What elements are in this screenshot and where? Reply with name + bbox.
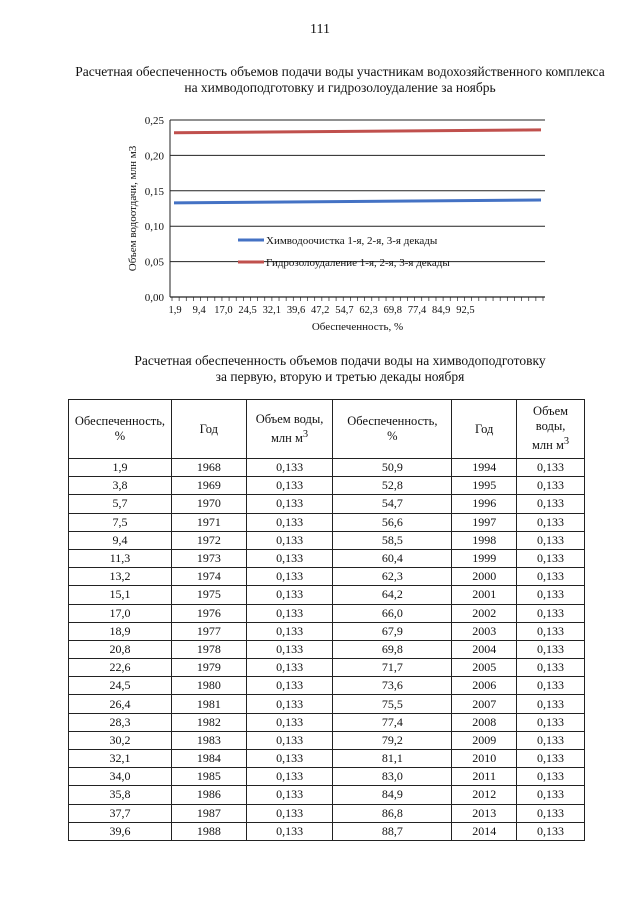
year-right-cell: 1994 [452, 459, 517, 477]
table-row [69, 695, 585, 713]
chart-title-line-2: на химводоподготовку и гидрозолоудаление за ноябрь [184, 80, 496, 95]
x-tick-label: 39,6 [286, 305, 306, 316]
header-god-1: Год [171, 400, 246, 459]
year-left-cell: 1978 [171, 640, 246, 658]
table-row [69, 531, 585, 549]
year-left-cell: 1979 [171, 659, 246, 677]
x-tick-label: 32,1 [262, 305, 281, 316]
table-header-row [69, 400, 585, 459]
volume-left-cell: 0,133 [246, 586, 333, 604]
volume-right-cell: 0,133 [517, 677, 585, 695]
table-row [69, 513, 585, 531]
x-tick-label: 92,5 [456, 305, 475, 316]
y-tick-label: 0,05 [144, 256, 164, 269]
volume-right-cell: 0,133 [517, 731, 585, 749]
year-right-cell: 2008 [452, 713, 517, 731]
header-volume-2: Объем воды, млн $м^3$ [517, 400, 585, 459]
legend-label: Гидрозолоудаление 1-я, 2-я, 3-я декады [266, 257, 450, 269]
year-left-cell: 1975 [171, 586, 246, 604]
volume-right-cell: 0,133 [517, 513, 585, 531]
obesp-left-cell: 32,1 [69, 750, 172, 768]
volume-right-cell: 0,133 [517, 822, 585, 840]
obesp-left-cell: 15,1 [69, 586, 172, 604]
obesp-right-cell: 79,2 [333, 731, 452, 749]
obesp-left-cell: 26,4 [69, 695, 172, 713]
volume-left-cell: 0,133 [246, 568, 333, 586]
volume-left-cell: 0,133 [246, 713, 333, 731]
year-right-cell: 2013 [452, 804, 517, 822]
volume-left-cell: 0,133 [246, 695, 333, 713]
table-row [69, 495, 585, 513]
table-row [69, 822, 585, 840]
obesp-left-cell: 17,0 [69, 604, 172, 622]
obesp-right-cell: 69,8 [333, 640, 452, 658]
obesp-right-cell: 75,5 [333, 695, 452, 713]
obesp-right-cell: 84,9 [333, 786, 452, 804]
obesp-left-cell: 13,2 [69, 568, 172, 586]
year-right-cell: 2006 [452, 677, 517, 695]
chart-title-line-1: Расчетная обеспеченность объемов подачи воды участникам водохозяйственного комплекса [75, 64, 605, 79]
x-tick-label: 17,0 [214, 305, 233, 316]
year-left-cell: 1977 [171, 622, 246, 640]
obesp-right-cell: 71,7 [333, 659, 452, 677]
obesp-right-cell: 77,4 [333, 713, 452, 731]
year-right-cell: 2005 [452, 659, 517, 677]
obesp-right-cell: 52,8 [333, 477, 452, 495]
obesp-left-cell: 37,7 [69, 804, 172, 822]
x-tick-label: 54,7 [335, 305, 354, 316]
volume-right-cell: 0,133 [517, 568, 585, 586]
volume-left-cell: 0,133 [246, 659, 333, 677]
x-tick-label: 69,8 [383, 305, 402, 316]
obesp-right-cell: 83,0 [333, 768, 452, 786]
obesp-right-cell: 56,6 [333, 513, 452, 531]
obesp-left-cell: 24,5 [69, 677, 172, 695]
obesp-right-cell: 66,0 [333, 604, 452, 622]
volume-left-cell: 0,133 [246, 622, 333, 640]
obesp-left-cell: 35,8 [69, 786, 172, 804]
volume-left-cell: 0,133 [246, 459, 333, 477]
volume-right-cell: 0,133 [517, 768, 585, 786]
volume-left-cell: 0,133 [246, 822, 333, 840]
volume-right-cell: 0,133 [517, 640, 585, 658]
y-tick-label: 0,10 [144, 221, 164, 234]
legend-label: Химводоочистка 1-я, 2-я, 3-я декады [266, 235, 438, 247]
y-tick-label: 0,20 [144, 150, 164, 163]
volume-right-cell: 0,133 [517, 549, 585, 567]
series-line [174, 200, 541, 203]
year-left-cell: 1968 [171, 459, 246, 477]
table-row [69, 731, 585, 749]
x-axis-label: Обеспеченность, % [311, 321, 404, 333]
volume-right-cell: 0,133 [517, 713, 585, 731]
year-right-cell: 1998 [452, 531, 517, 549]
year-right-cell: 1999 [452, 549, 517, 567]
obesp-right-cell: 64,2 [333, 586, 452, 604]
year-right-cell: 2012 [452, 786, 517, 804]
year-left-cell: 1988 [171, 822, 246, 840]
x-tick-label: 9,4 [192, 305, 206, 316]
obesp-left-cell: 7,5 [69, 513, 172, 531]
volume-left-cell: 0,133 [246, 513, 333, 531]
year-left-cell: 1984 [171, 750, 246, 768]
header-god-2: Год [452, 400, 517, 459]
volume-left-cell: 0,133 [246, 786, 333, 804]
x-tick-label: 77,4 [407, 305, 427, 316]
volume-left-cell: 0,133 [246, 477, 333, 495]
obesp-right-cell: 73,6 [333, 677, 452, 695]
obesp-right-cell: 81,1 [333, 750, 452, 768]
header-obesp-1: Обеспеченность, % [69, 400, 172, 459]
table-row [69, 713, 585, 731]
obesp-left-cell: 30,2 [69, 731, 172, 749]
table-title [40, 353, 640, 385]
y-tick-label: 0,00 [144, 292, 164, 304]
volume-left-cell: 0,133 [246, 804, 333, 822]
y-axis-label: Объем водоотдачи, млн м3 [127, 145, 139, 272]
year-left-cell: 1985 [171, 768, 246, 786]
table-row [69, 568, 585, 586]
table-row [69, 768, 585, 786]
y-tick-label: 0,15 [144, 185, 164, 198]
volume-left-cell: 0,133 [246, 677, 333, 695]
volume-right-cell: 0,133 [517, 750, 585, 768]
volume-right-cell: 0,133 [517, 804, 585, 822]
obesp-left-cell: 1,9 [69, 459, 172, 477]
table-row [69, 659, 585, 677]
obesp-right-cell: 88,7 [333, 822, 452, 840]
volume-right-cell: 0,133 [517, 622, 585, 640]
year-right-cell: 2007 [452, 695, 517, 713]
series-line [174, 130, 541, 133]
obesp-left-cell: 22,6 [69, 659, 172, 677]
x-tick-label: 1,9 [168, 305, 182, 316]
year-left-cell: 1971 [171, 513, 246, 531]
year-left-cell: 1986 [171, 786, 246, 804]
year-left-cell: 1974 [171, 568, 246, 586]
x-tick-label: 24,5 [238, 305, 257, 316]
year-right-cell: 2002 [452, 604, 517, 622]
year-right-cell: 1997 [452, 513, 517, 531]
table-row [69, 604, 585, 622]
volume-right-cell: 0,133 [517, 604, 585, 622]
line-chart [120, 112, 560, 334]
volume-right-cell: 0,133 [517, 586, 585, 604]
year-left-cell: 1976 [171, 604, 246, 622]
volume-left-cell: 0,133 [246, 604, 333, 622]
year-right-cell: 2009 [452, 731, 517, 749]
volume-left-cell: 0,133 [246, 549, 333, 567]
table-title-line-1: Расчетная обеспеченность объемов подачи воды на химводоподготовку [134, 353, 546, 368]
year-right-cell: 2003 [452, 622, 517, 640]
header-obesp-2: Обеспеченность, % [333, 400, 452, 459]
table-row [69, 640, 585, 658]
obesp-left-cell: 11,3 [69, 549, 172, 567]
table-row [69, 549, 585, 567]
year-left-cell: 1972 [171, 531, 246, 549]
table-row [69, 459, 585, 477]
year-left-cell: 1983 [171, 731, 246, 749]
obesp-left-cell: 18,9 [69, 622, 172, 640]
year-left-cell: 1982 [171, 713, 246, 731]
volume-right-cell: 0,133 [517, 786, 585, 804]
supply-table [68, 399, 585, 841]
obesp-left-cell: 34,0 [69, 768, 172, 786]
year-right-cell: 2014 [452, 822, 517, 840]
year-right-cell: 1996 [452, 495, 517, 513]
obesp-right-cell: 86,8 [333, 804, 452, 822]
volume-left-cell: 0,133 [246, 531, 333, 549]
x-tick-label: 84,9 [432, 305, 451, 316]
table-row [69, 677, 585, 695]
chart-title [40, 64, 640, 96]
obesp-left-cell: 5,7 [69, 495, 172, 513]
x-tick-label: 62,3 [359, 305, 378, 316]
obesp-left-cell: 9,4 [69, 531, 172, 549]
year-right-cell: 2010 [452, 750, 517, 768]
year-right-cell: 2000 [452, 568, 517, 586]
header-volume-1: Объем воды, млн $м^3$ [246, 400, 333, 459]
table-row [69, 622, 585, 640]
volume-left-cell: 0,133 [246, 640, 333, 658]
year-left-cell: 1980 [171, 677, 246, 695]
year-left-cell: 1987 [171, 804, 246, 822]
year-right-cell: 2004 [452, 640, 517, 658]
year-left-cell: 1973 [171, 549, 246, 567]
obesp-right-cell: 58,5 [333, 531, 452, 549]
obesp-left-cell: 39,6 [69, 822, 172, 840]
volume-right-cell: 0,133 [517, 459, 585, 477]
volume-left-cell: 0,133 [246, 768, 333, 786]
table-title-line-2: за первую, вторую и третью декады ноября [215, 369, 465, 384]
year-right-cell: 1995 [452, 477, 517, 495]
table-row [69, 786, 585, 804]
volume-right-cell: 0,133 [517, 531, 585, 549]
volume-right-cell: 0,133 [517, 659, 585, 677]
table-row [69, 804, 585, 822]
volume-left-cell: 0,133 [246, 495, 333, 513]
obesp-right-cell: 67,9 [333, 622, 452, 640]
year-left-cell: 1970 [171, 495, 246, 513]
obesp-right-cell: 62,3 [333, 568, 452, 586]
table-row [69, 750, 585, 768]
year-right-cell: 2011 [452, 768, 517, 786]
volume-right-cell: 0,133 [517, 477, 585, 495]
obesp-right-cell: 60,4 [333, 549, 452, 567]
year-right-cell: 2001 [452, 586, 517, 604]
page-number: 111 [310, 22, 330, 37]
obesp-left-cell: 3,8 [69, 477, 172, 495]
y-tick-label: 0,25 [144, 115, 164, 127]
volume-left-cell: 0,133 [246, 731, 333, 749]
volume-right-cell: 0,133 [517, 495, 585, 513]
table-row [69, 477, 585, 495]
x-tick-label: 47,2 [311, 305, 330, 316]
obesp-left-cell: 28,3 [69, 713, 172, 731]
year-left-cell: 1981 [171, 695, 246, 713]
volume-left-cell: 0,133 [246, 750, 333, 768]
table-row [69, 586, 585, 604]
obesp-right-cell: 54,7 [333, 495, 452, 513]
obesp-right-cell: 50,9 [333, 459, 452, 477]
obesp-left-cell: 20,8 [69, 640, 172, 658]
year-left-cell: 1969 [171, 477, 246, 495]
volume-right-cell: 0,133 [517, 695, 585, 713]
